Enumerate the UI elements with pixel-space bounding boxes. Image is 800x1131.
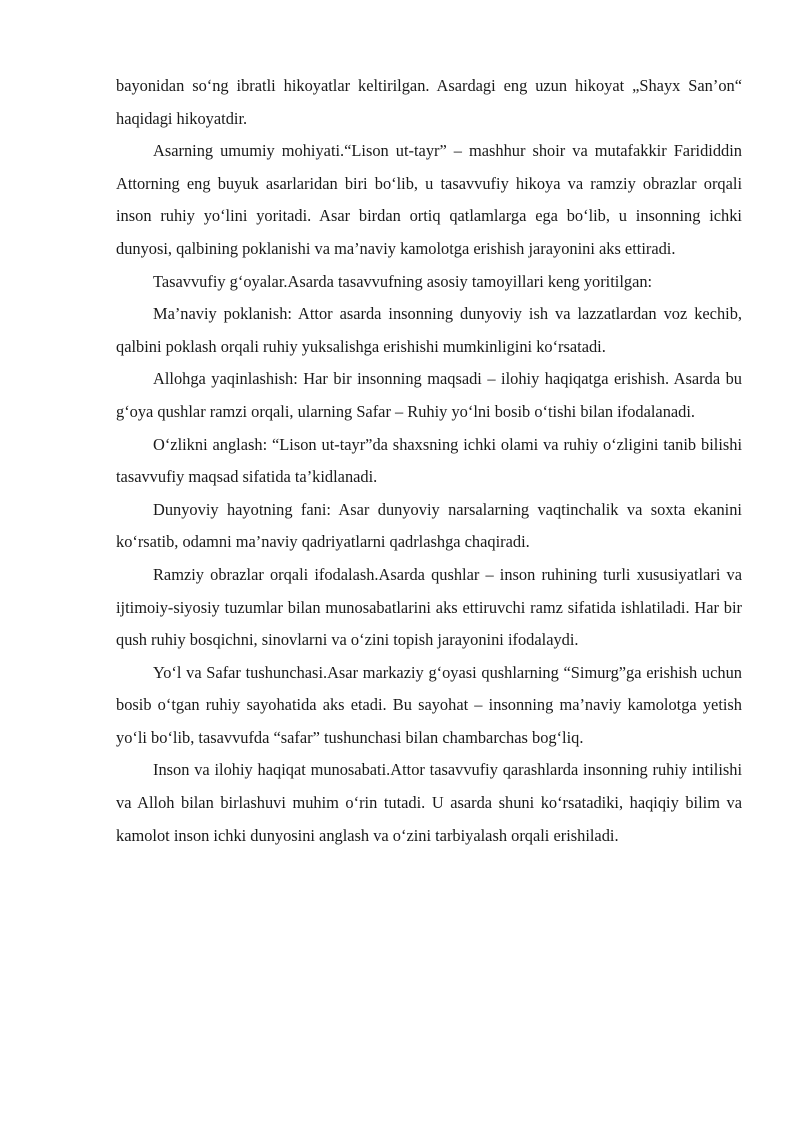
paragraph-approaching-allah: Allohga yaqinlashish: Har bir insonning maqsadi – ilohiy haqiqatga erishish. Asarda bu g‘oya qushlar ramzi orqali, ularning Safar – Ruhiy yo‘lni bosib o‘tishi bilan ifodalanadi.	[116, 369, 742, 421]
paragraph-human-and-divine-truth: Inson va ilohiy haqiqat munosabati.Attor tasavvufiy qarashlarda insonning ruhiy intilishi va Alloh bilan birlashuvi muhim o‘rin tutadi. U asarda shuni ko‘rsatadiki, haqiqiy bilim va kamolot inson ichki dunyosini anglash va o‘zini tarbiyalash orqali erishiladi.	[116, 760, 742, 845]
paragraph-spiritual-purification: Ma’naviy poklanish: Attor asarda insonning dunyoviy ish va lazzatlardan voz kechib, qalbini poklash orqali ruhiy yuksalishga erishishi mumkinligini ko‘rsatadi.	[116, 304, 742, 356]
paragraph-continuation: bayonidan so‘ng ibratli hikoyatlar keltirilgan. Asardagi eng uzun hikoyat „Shayx San’on“ haqidagi hikoyatdir.	[116, 76, 742, 128]
document-body	[116, 70, 742, 852]
paragraph-worldly-life: Dunyoviy hayotning fani: Asar dunyoviy narsalarning vaqtinchalik va soxta ekanini ko‘rsatib, odamni ma’naviy qadriyatlarni qadrlashga chaqiradi.	[116, 499, 742, 552]
paragraph-path-and-journey: Yo‘l va Safar tushunchasi.Asar markaziy g‘oyasi qushlarning “Simurg”ga erishish uchun bosib o‘tgan ruhiy sayohatida aks etadi. Bu sayohat – insonning ma’naviy kamolotga yetish yo‘li bo‘lib, tasavvufda “safar” tushunchasi bilan chambarchas bog‘liq.	[116, 662, 742, 747]
paragraph-symbolic-images: Ramziy obrazlar orqali ifodalash.Asarda qushlar – inson ruhining turli xususiyatlari va ijtimoiy-siyosiy tuzumlar bilan munosabatlarini aks ettiruvchi ramz sifatida ishlatiladi. Har bir qush ruhiy bosqichni, sinovlarni va o‘zini topish jarayonini ifodalaydi.	[116, 564, 742, 650]
paragraph-sufi-ideas: Tasavvufiy g‘oyalar.Asarda tasavvufning asosiy tamoyillari keng yoritilgan:	[153, 271, 653, 291]
paragraph-general-essence: Asarning umumiy mohiyati.“Lison ut-tayr” – mashhur shoir va mutafakkir Farididdin Attorning eng buyuk asarlaridan biri bo‘lib, u tasavvufiy hikoya va ramziy obrazlar orqali inson ruhiy yo‘lini yoritadi. Asar birdan ortiq qatlamlarga ega bo‘lib, u insonning ichki dunyosi, qalbining poklanishi va ma’naviy kamolotga erishish jarayonini aks ettiradi.	[116, 141, 742, 258]
paragraph-self-knowledge: O‘zlikni anglash: “Lison ut-tayr”da shaxsning ichki olami va ruhiy o‘zligini tanib bilishi tasavvufiy maqsad sifatida ta’kidlanadi.	[116, 434, 742, 487]
